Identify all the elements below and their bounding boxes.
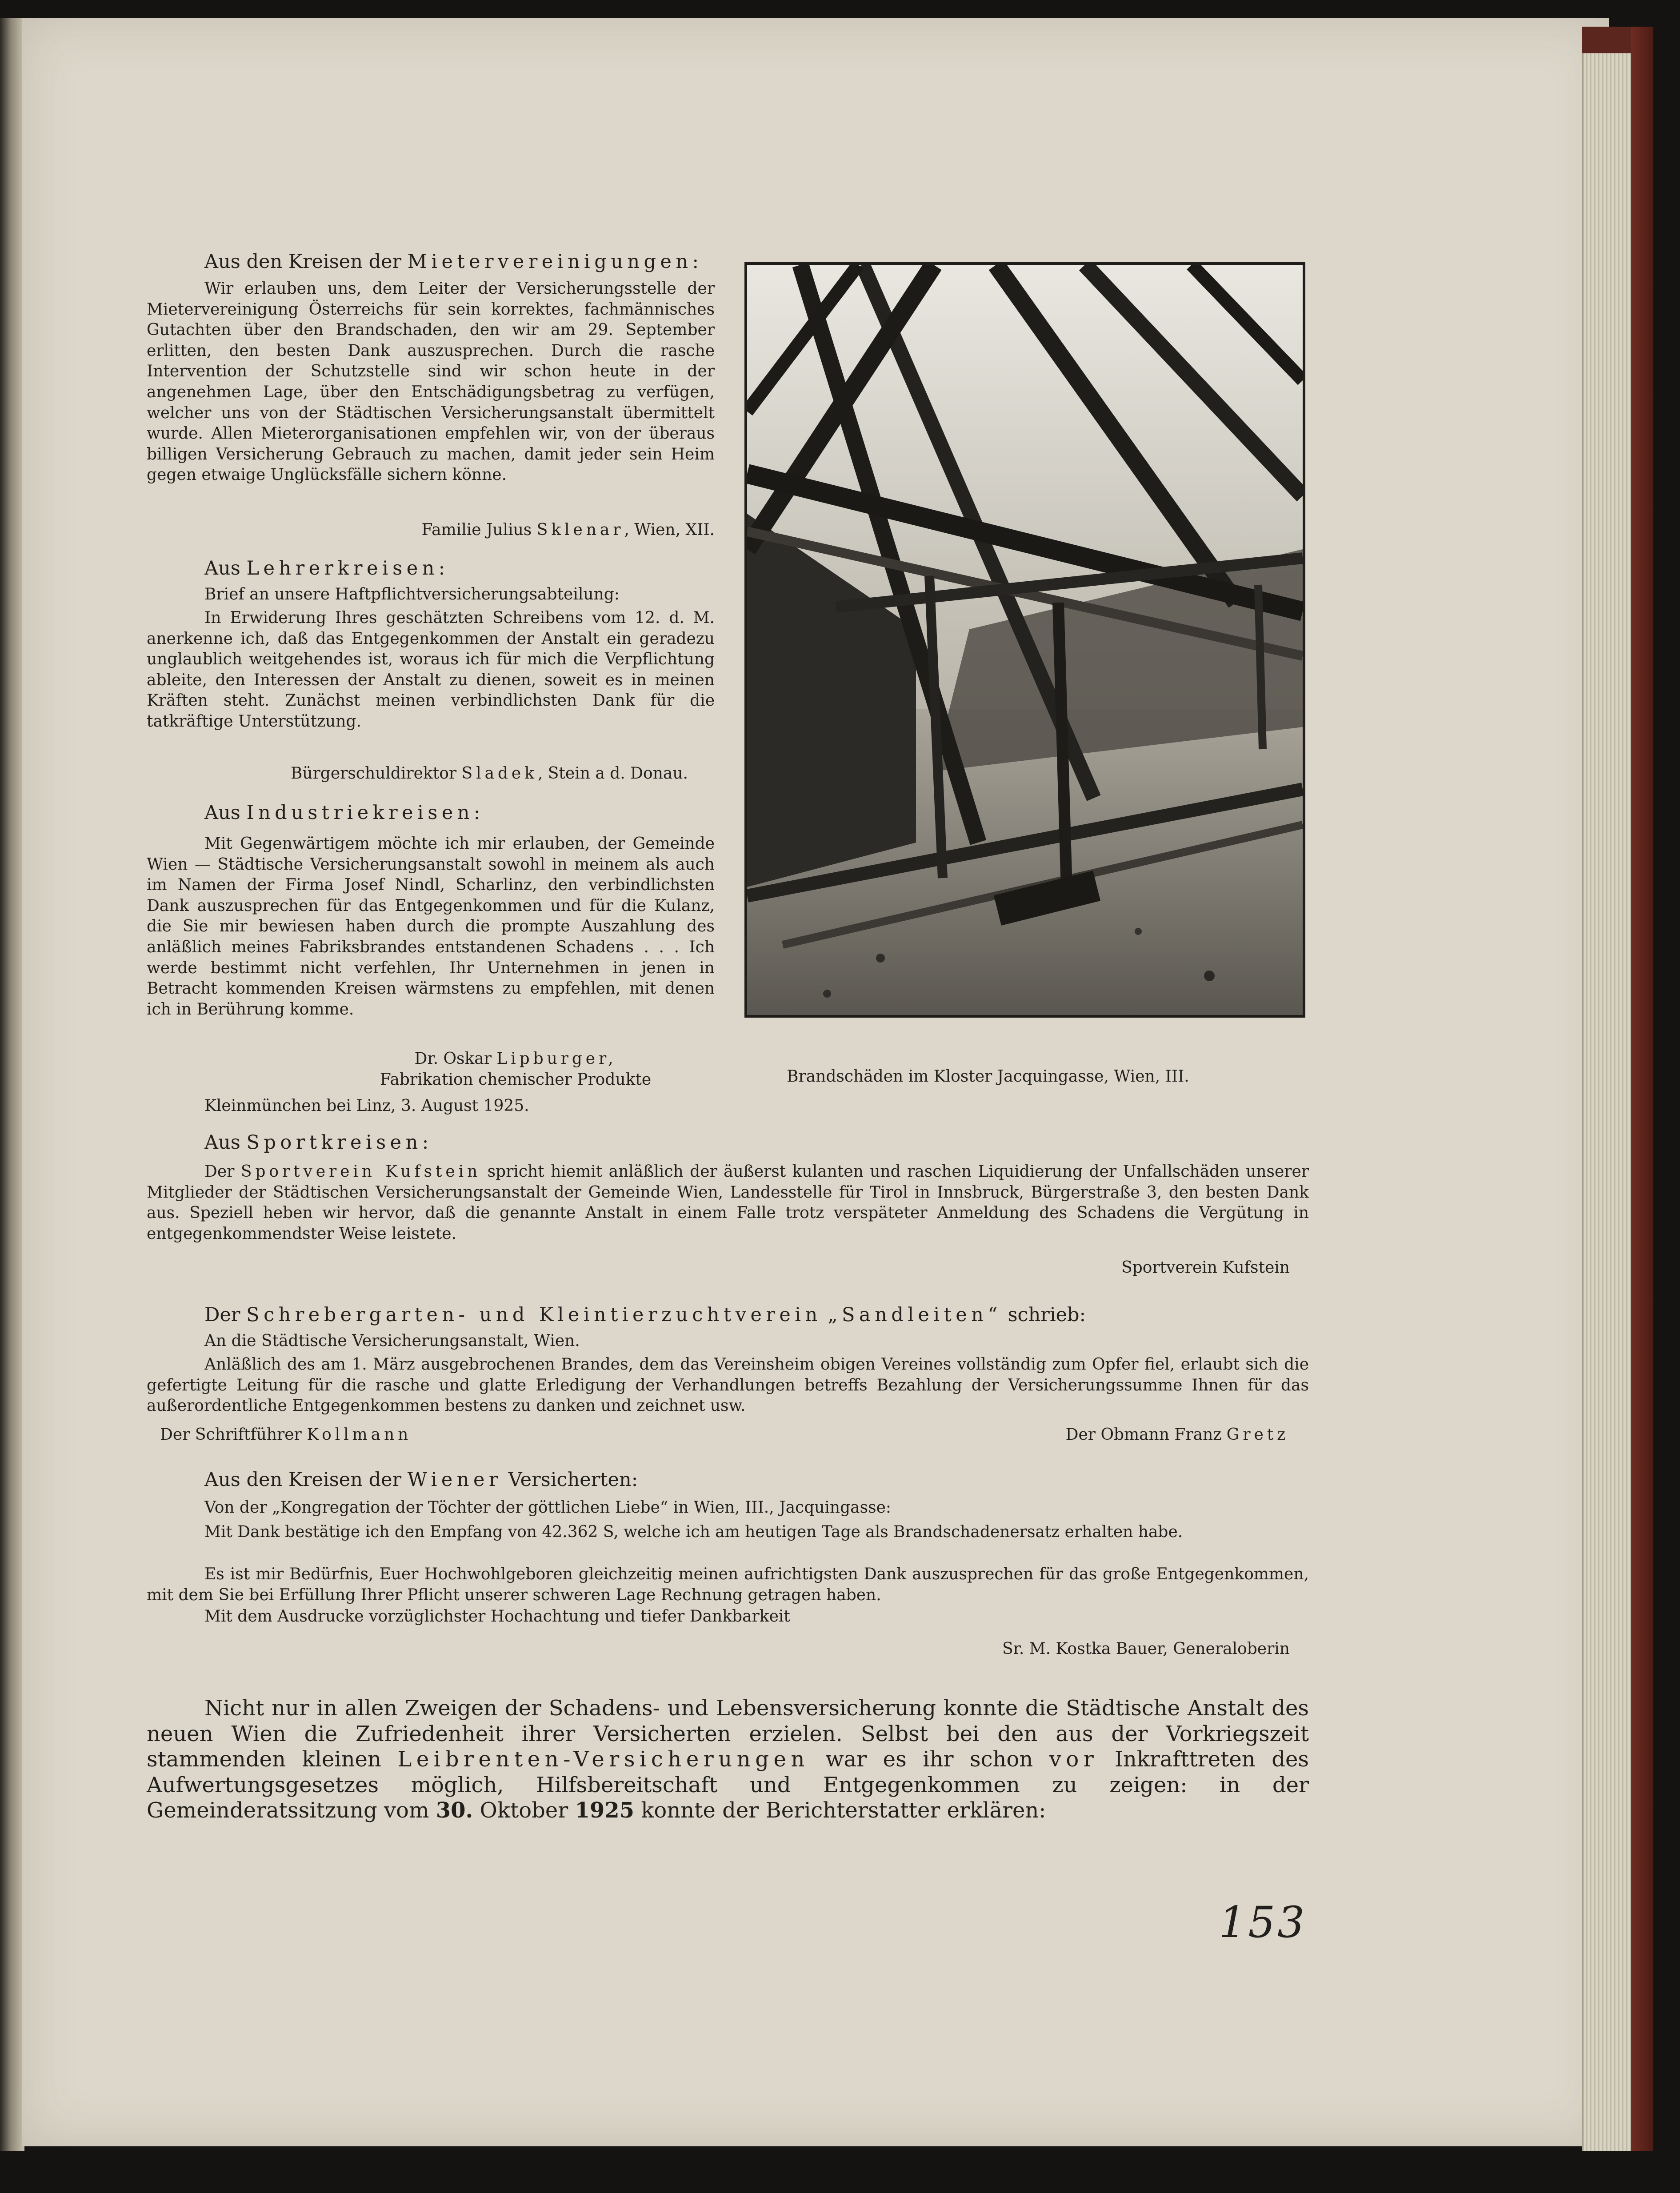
closing-part4: konnte der Berichterstatter erklären: — [641, 1798, 1046, 1823]
industrie-signature — [356, 1049, 676, 1090]
lehrer-salutation: Brief an unsere Haftpflichtversicherungsabteilung: — [204, 585, 620, 603]
page-number: 153 — [1219, 1897, 1307, 1947]
heading-schreber-der: Der — [204, 1304, 240, 1326]
lehrer-signature — [147, 763, 688, 784]
sport-intro-name: Sportverein Kufstein — [240, 1162, 481, 1181]
sport-body-text: spricht hiemit anläßlich der äußerst kulanten und raschen Liquidierung der Unfallschäden unserer Mitglieder der Städtischen Versicherungsanstalt der Gemeinde Wien, Landesstelle für Tirol in Innsbruck, Bürgerstraße 3, den besten Dank aus. Speziell heben wir hervor, daß die genannte Anstalt in einem Falle trotz verspäteter Anmeldung des Schadens die Vergütung in entgegenkommendster Weise leistete. — [147, 1162, 1309, 1243]
schreber-sig-right-prefix: Der Obmann Franz — [1065, 1426, 1222, 1444]
closing-spaced2: vor — [1049, 1747, 1099, 1772]
industrie-body: Mit Gegenwärtigem möchte ich mir erlauben, der Gemeinde Wien — Städtische Versicherungsanstalt sowohl in meinem als auch im Namen der Firma Josef Nindl, Scharlinz, den verbindlichsten Dank auszusprechen für das Entgegenkommen und für die Kulanz, die Sie mir bewiesen haben durch die prompte Auszahlung des anläßlich meines Fabriksbrandes entstandenen Schadens . . . Ich werde bestimmt nicht verfehlen, Ihr Unternehmen in jenen in Betracht kommenden Kreisen wärmstens zu empfehlen, mit denen ich in Berührung komme. — [147, 835, 715, 1019]
heading-schreber — [204, 1303, 1271, 1327]
closing-spaced1: Leibrenten-Versicherungen — [397, 1747, 809, 1772]
closing-part3: Inkrafttreten des Aufwertungsgesetzes möglich, Hilfsbereitschaft und Entgegenkommen zu zeigen: in der Gemeinderatssitzung vom — [147, 1747, 1309, 1823]
lehrer-body: In Erwiderung Ihres geschätzten Schreibens vom 12. d. M. anerkenne ich, daß das Entgegenkommen der Anstalt ein geradezu unglaublich weitgehendes ist, woraus ich für mich die Verpflichtung ableite, den Interessen der Anstalt zu dienen, soweit es in meinen Kräften steht. Zunächst meinen verbindlichsten Dank für die tatkräftige Unterstützung. — [147, 609, 715, 731]
heading-industrie-prefix: Aus — [204, 802, 240, 824]
heading-mieter — [204, 250, 720, 274]
heading-industrie-spaced: Industriekreisen: — [246, 802, 484, 824]
industrie-sig-line2: Fabrikation chemischer Produkte — [380, 1070, 652, 1089]
closing-date-month: Oktober — [480, 1798, 568, 1823]
page-edges — [1582, 53, 1637, 2151]
heading-wiener — [204, 1468, 1271, 1492]
lehrer-sig-suffix: , Stein a d. Donau. — [537, 764, 688, 783]
mieter-sig-prefix: Familie Julius — [421, 521, 532, 539]
heading-schreber-name: Schrebergarten- und Kleintierzuchtverein — [246, 1304, 822, 1326]
closing-date-day: 30. — [436, 1798, 473, 1823]
lehrer-sig-name: Sladek — [461, 764, 538, 783]
book-cover-edge — [1631, 27, 1653, 2151]
fire-damage-photo — [744, 262, 1305, 1018]
heading-mieter-spaced: Mietervereinigungen: — [407, 251, 703, 273]
heading-mieter-prefix: Aus den Kreisen der — [204, 251, 402, 273]
roof-beams-illustration — [747, 265, 1303, 1015]
schreber-sig-left — [160, 1425, 412, 1446]
industrie-place-date: Kleinmünchen bei Linz, 3. August 1925. — [204, 1097, 529, 1115]
industrie-sig-prefix: Dr. Oskar — [414, 1050, 492, 1068]
sport-intro-der: Der — [204, 1162, 235, 1181]
closing-part2: war es ihr schon — [825, 1747, 1033, 1772]
closing-date-year: 1925 — [575, 1798, 635, 1823]
schreber-body: Anläßlich des am 1. März ausgebrochenen Brandes, dem das Vereinsheim obigen Vereines vollständig zum Opfer fiel, erlaubt sich die gefertigte Leitung für die rasche und glatte Erledigung der Verhandlungen betreffs Bezahlung der Versicherungssumme Ihnen für das außerordentliche Entgegenkommen bestens zu danken und zeichnet usw. — [147, 1355, 1309, 1415]
heading-wiener-suffix: Versicherten: — [508, 1469, 638, 1491]
closing-paragraph — [147, 1696, 1309, 1824]
mieter-sig-name: Sklenar — [536, 521, 624, 539]
heading-lehrer-prefix: Aus — [204, 557, 240, 579]
schreber-address: An die Städtische Versicherungsanstalt, Wien. — [204, 1332, 580, 1350]
heading-lehrer — [204, 556, 720, 581]
wiener-intro: Von der „Kongregation der Töchter der göttlichen Liebe“ in Wien, III., Jacquingasse: — [204, 1498, 892, 1517]
industrie-sig-name: Lipburger, — [496, 1050, 617, 1068]
heading-sport-prefix: Aus — [204, 1131, 240, 1154]
industrie-sig-line1 — [356, 1049, 676, 1070]
heading-sport-spaced: Sportkreisen: — [246, 1131, 433, 1154]
wiener-para3: Mit dem Ausdrucke vorzüglichster Hochachtung und tiefer Dankbarkeit — [204, 1607, 790, 1626]
heading-industrie — [204, 801, 720, 825]
heading-lehrer-spaced: Lehrerkreisen: — [246, 557, 449, 579]
heading-wiener-prefix: Aus den Kreisen der — [204, 1469, 402, 1491]
wiener-para2: Es ist mir Bedürfnis, Euer Hochwohlgeboren gleichzeitig meinen aufrichtigsten Dank auszusprechen für das große Entgegenkommen, mit dem Sie bei Erfüllung Ihrer Pflicht unserer schweren Lage Rechnung getragen haben. — [147, 1565, 1309, 1604]
schreber-sig-left-prefix: Der Schriftführer — [160, 1426, 302, 1444]
schreber-sig-right — [1066, 1425, 1289, 1446]
schreber-signatures — [160, 1425, 1289, 1446]
sport-body — [147, 1162, 1309, 1244]
schreber-sig-right-name: Gretz — [1226, 1426, 1289, 1444]
heading-wiener-spaced: Wiener — [407, 1469, 502, 1491]
sport-signature: Sportverein Kufstein — [1121, 1258, 1290, 1277]
heading-schreber-quoted: „Sandleiten“ — [828, 1304, 1002, 1326]
closing-part1: Nicht nur in allen Zweigen der Schadens- und Lebensversicherung konnte die Städtische Anstalt des neuen Wien die Zufriedenheit ihrer Versicherten erzielen. Selbst bei den aus der Vorkriegszeit stammenden kleinen — [147, 1696, 1309, 1772]
mieter-signature — [147, 520, 715, 541]
mieter-body: Wir erlauben uns, dem Leiter der Versicherungsstelle der Mietervereinigung Österreichs für sein korrektes, fachmännisches Gutachten über den Brandschaden, den wir am 29. September erlitten, den besten Dank auszusprechen. Durch die rasche Intervention der Schutzstelle sind wir schon heute in der angenehmen Lage, über den Entschädigungsbetrag zu verfügen, welcher uns von der Städtischen Versicherungsanstalt übermittelt wurde. Allen Mieterorganisationen empfehlen wir, von der überaus billigen Versicherung Gebrauch zu machen, damit jeder sein Heim gegen etwaige Unglücksfälle sichern könne. — [147, 280, 715, 484]
left-page-edge — [0, 18, 24, 2151]
wiener-para1: Mit Dank bestätige ich den Empfang von 42.362 S, welche ich am heutigen Tage als Brandschadenersatz erhalten habe. — [204, 1523, 1183, 1541]
schreber-sig-left-name: Kollmann — [307, 1426, 412, 1444]
lehrer-sig-prefix: Bürgerschuldirektor — [290, 764, 457, 783]
photo-caption: Brandschäden im Kloster Jacquingasse, Wien, III. — [787, 1067, 1189, 1086]
heading-sport — [204, 1130, 827, 1155]
mieter-sig-suffix: , Wien, XII. — [624, 521, 715, 539]
heading-schreber-suffix: schrieb: — [1008, 1304, 1086, 1326]
wiener-signature: Sr. M. Kostka Bauer, Generaloberin — [1002, 1640, 1290, 1658]
